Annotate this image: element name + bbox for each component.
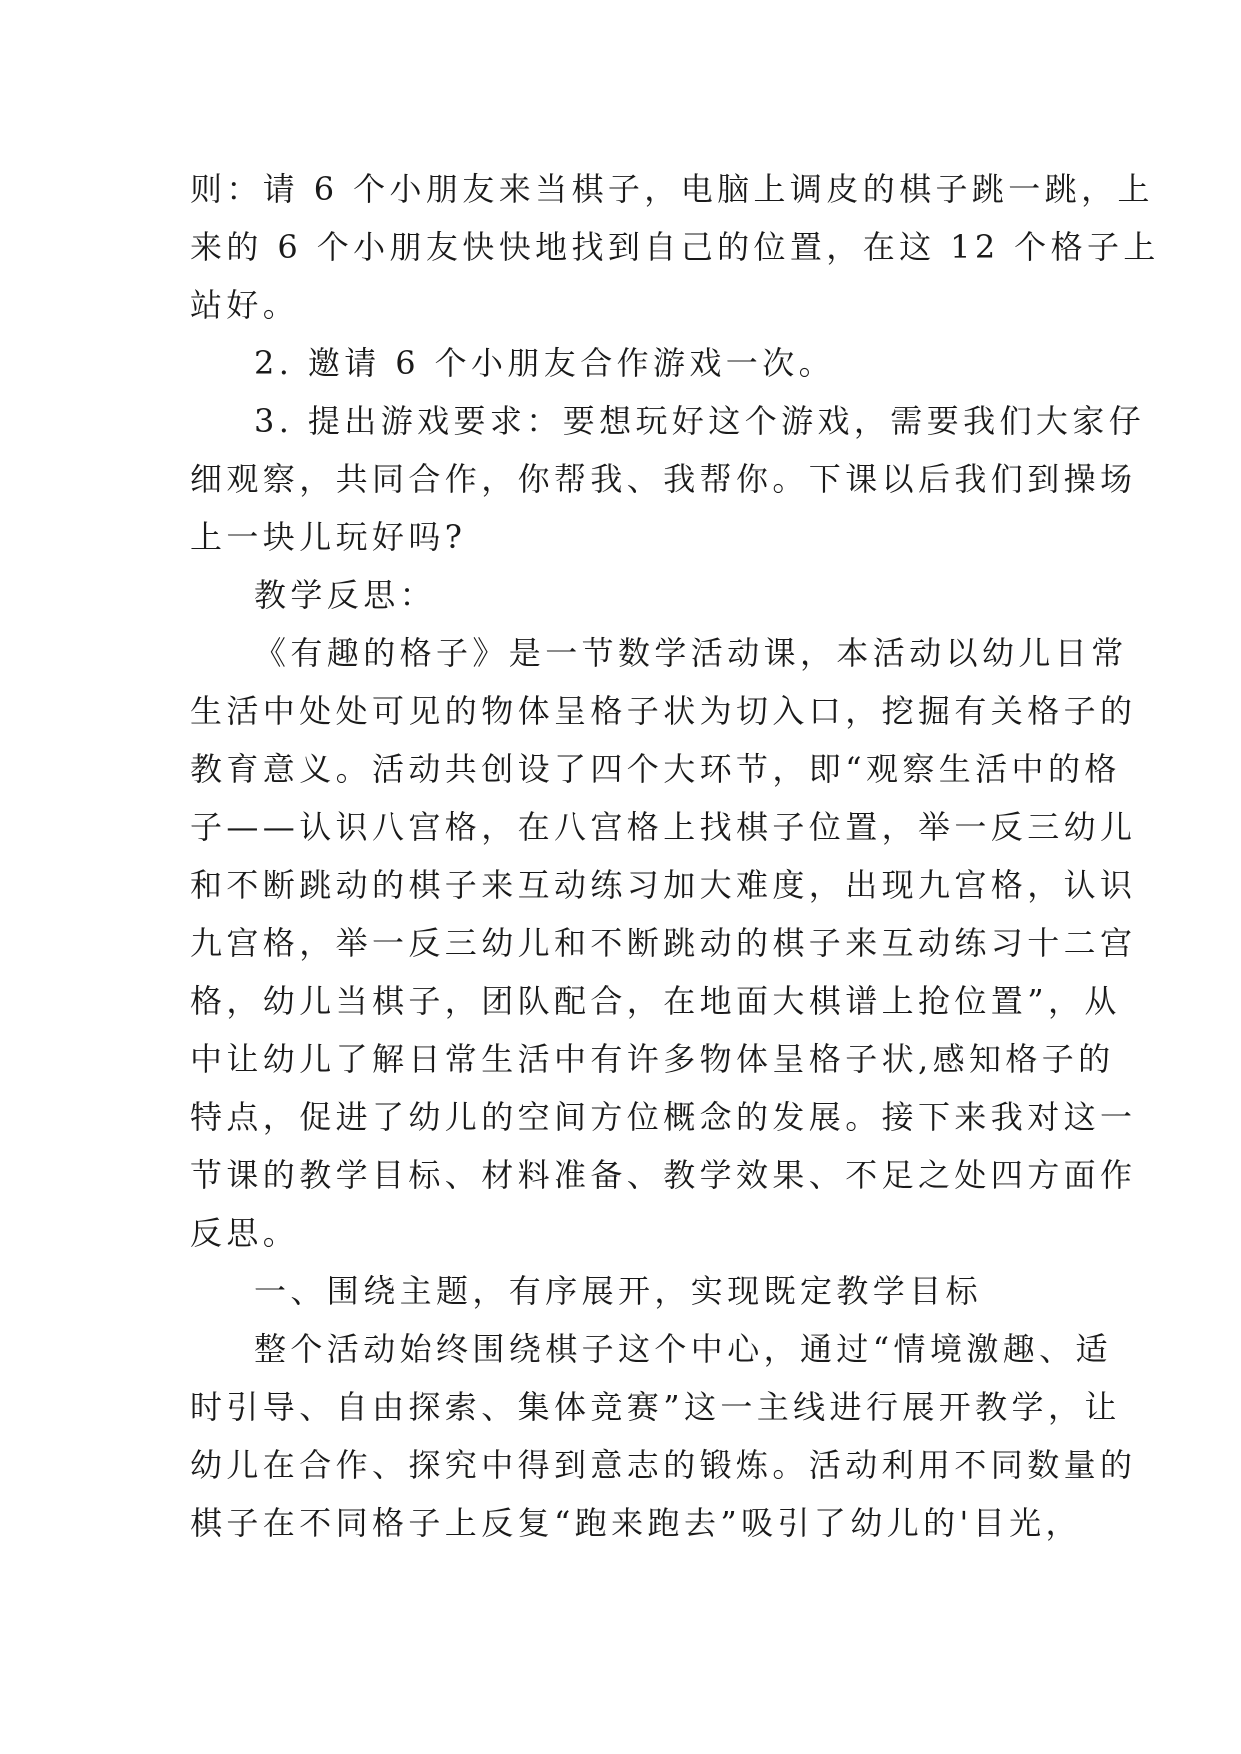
text-line: 《有趣的格子》是一节数学活动课，本活动以幼儿日常 [254, 634, 1128, 672]
text-line: 节课的教学目标、材料准备、教学效果、不足之处四方面作 [190, 1156, 1137, 1194]
text-line: 生活中处处可见的物体呈格子状为切入口，挖掘有关格子的 [190, 692, 1137, 730]
text-line: 格，幼儿当棋子，团队配合，在地面大棋谱上抢位置”，从 [190, 982, 1121, 1020]
text-line: 中让幼儿了解日常生活中有许多物体呈格子状,感知格子的 [190, 1040, 1115, 1078]
text-line: 特点，促进了幼儿的空间方位概念的发展。接下来我对这一 [190, 1098, 1137, 1136]
section-heading: 一、围绕主题，有序展开，实现既定教学目标 [254, 1272, 983, 1310]
text-line: 时引导、自由探索、集体竞赛”这一主线进行展开教学，让 [190, 1388, 1121, 1426]
section-heading: 教学反思： [254, 576, 437, 614]
text-line: 细观察，共同合作，你帮我、我帮你。下课以后我们到操场 [190, 460, 1137, 498]
text-line: 上一块儿玩好吗? [190, 518, 467, 556]
text-line: 九宫格，举一反三幼儿和不断跳动的棋子来互动练习十二宫 [190, 924, 1137, 962]
text-line: 则：请 6 个小朋友来当棋子，电脑上调皮的棋子跳一跳，上 [190, 170, 1154, 208]
text-line: 反思。 [190, 1214, 300, 1252]
text-line: 2. 邀请 6 个小朋友合作游戏一次。 [254, 344, 836, 382]
text-line: 棋子在不同格子上反复“跑来跑去”吸引了幼儿的'目光， [190, 1504, 1082, 1542]
text-line: 教育意义。活动共创设了四个大环节，即“观察生活中的格 [190, 750, 1121, 788]
text-line: 整个活动始终围绕棋子这个中心，通过“情境激趣、适 [254, 1330, 1112, 1368]
text-line: 3. 提出游戏要求：要想玩好这个游戏，需要我们大家仔 [254, 402, 1146, 440]
text-line: 幼儿在合作、探究中得到意志的锻炼。活动利用不同数量的 [190, 1446, 1137, 1484]
text-line: 站好。 [190, 286, 300, 324]
text-line: 子——认识八宫格，在八宫格上找棋子位置，举一反三幼儿 [190, 808, 1137, 846]
document-body [190, 160, 1160, 1552]
text-line: 和不断跳动的棋子来互动练习加大难度，出现九宫格，认识 [190, 866, 1137, 904]
text-line: 来的 6 个小朋友快快地找到自己的位置，在这 12 个格子上 [190, 228, 1160, 266]
